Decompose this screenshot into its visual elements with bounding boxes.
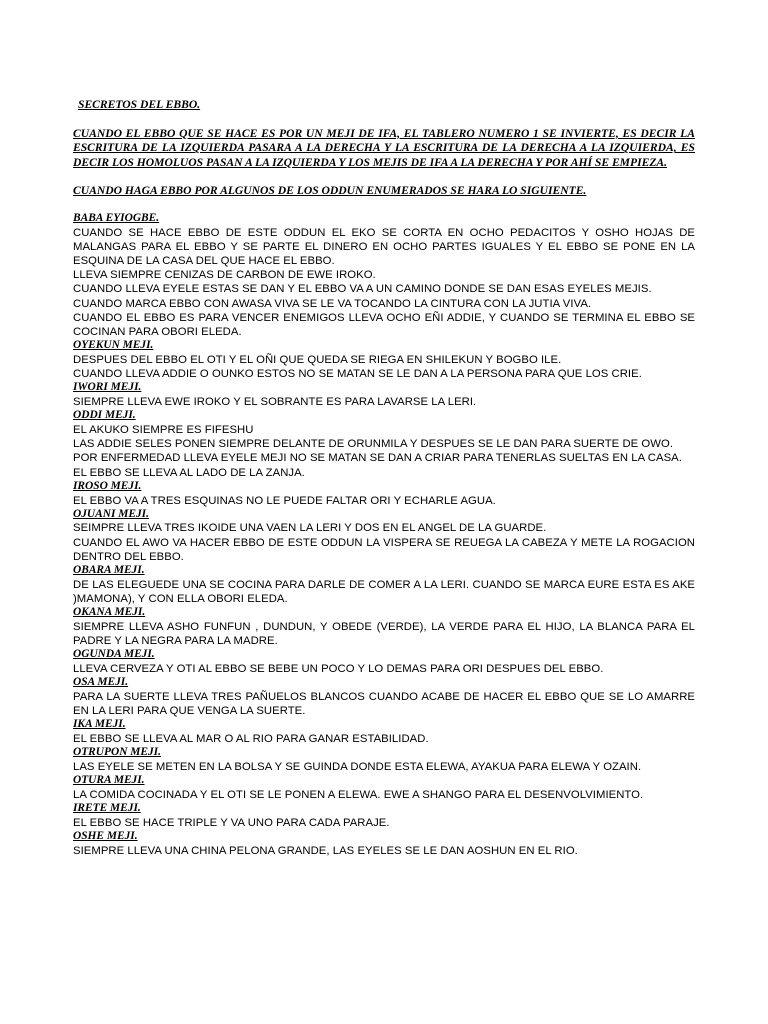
section-paragraph: CUANDO MARCA EBBO CON AWASA VIVA SE LE VA TOCANDO LA CINTURA CON LA JUTIA VIVA. — [73, 297, 592, 310]
section-heading: IROSO MEJI. — [73, 479, 142, 492]
section-heading: OTRUPON MEJI. — [73, 746, 161, 759]
intro-paragraph-1: CUANDO EL EBBO QUE SE HACE ES POR UN MEJI DE IFA, EL TABLERO NUMERO 1 SE INVIERTE, ES DECIR LA ESCRITURA DE LA IZQUIERDA PASARA A LA DERECHA Y LA ESCRITURA DE LA DERECHA A LA IZQUIERDA, ES DECIR LOS HOMOLUOS PASAN A LA IZQUIERDA Y LOS MEJIS DE IFA A LA DERECHA Y POR AHÍ SE EMPIEZA. — [73, 126, 695, 169]
section-heading: OYEKUN MEJI. — [73, 339, 154, 352]
section-paragraph: EL EBBO SE LLEVA AL LADO DE LA ZANJA. — [73, 466, 305, 479]
section-paragraph: CUANDO LLEVA EYELE ESTAS SE DAN Y EL EBBO VA A UN CAMINO DONDE SE DAN ESAS EYELES MEJIS. — [73, 283, 652, 296]
section — [73, 676, 695, 718]
section — [73, 480, 695, 508]
section-paragraph: PARA LA SUERTE LLEVA TRES PAÑUELOS BLANCOS CUANDO ACABE DE HACER EL EBBO QUE SE LO AMARRE EN LA LERI PARA QUE VENGA LA SUERTE. — [73, 690, 695, 718]
section-paragraph: CUANDO EL AWO VA HACER EBBO DE ESTE ODDUN LA VISPERA SE REUEGA LA CABEZA Y METE LA ROGACION DENTRO DEL EBBO. — [73, 536, 695, 563]
section — [73, 339, 695, 381]
section-paragraph: EL AKUKO SIEMPRE ES FIFESHU — [73, 424, 254, 437]
document-page — [73, 98, 695, 858]
section-paragraph: LLEVA SIEMPRE CENIZAS DE CARBON DE EWE IROKO. — [73, 269, 376, 282]
section-paragraph: EL EBBO SE LLEVA AL MAR O AL RIO PARA GANAR ESTABILIDAD. — [73, 732, 429, 745]
section-heading: OSA MEJI. — [73, 676, 129, 689]
section-paragraph: LLEVA CERVEZA Y OTI AL EBBO SE BEBE UN POCO Y LO DEMAS PARA ORI DESPUES DEL EBBO. — [73, 662, 604, 675]
section — [73, 802, 695, 830]
sections-list — [73, 212, 695, 858]
section-heading: ODDI MEJI. — [73, 409, 136, 422]
section — [73, 648, 695, 676]
section — [73, 381, 695, 409]
section-heading: OTURA MEJI. — [73, 774, 145, 787]
section-paragraph: LAS ADDIE SELES PONEN SIEMPRE DELANTE DE ORUNMILA Y DESPUES SE LE DAN PARA SUERTE DE OWO. — [73, 438, 674, 451]
section-paragraph: LA COMIDA COCINADA Y EL OTI SE LE PONEN A ELEWA. EWE A SHANGO PARA EL DESENVOLVIMIENTO. — [73, 788, 644, 801]
section — [73, 606, 695, 648]
section-heading: IRETE MEJI. — [73, 802, 141, 814]
section-heading: OGUNDA MEJI. — [73, 648, 155, 661]
section-heading: BABA EYIOGBE. — [73, 211, 160, 224]
section-paragraph: CUANDO SE HACE EBBO DE ESTE ODDUN EL EKO SE CORTA EN OCHO PEDACITOS Y OSHO HOJAS DE MALANGAS PARA EL EBBO Y SE PARTE EL DINERO EN OCHO PARTES IGUALES Y EL EBBO SE PONE EN LA ESQUINA DE LA CASA DEL QUE HACE EL EBBO. — [73, 226, 695, 268]
section-paragraph: SIEMPRE LLEVA UNA CHINA PELONA GRANDE, LAS EYELES SE LE DAN AOSHUN EN EL RIO. — [73, 844, 578, 857]
section-paragraph: EL EBBO VA A TRES ESQUINAS NO LE PUEDE FALTAR ORI Y ECHARLE AGUA. — [73, 494, 496, 507]
section — [73, 409, 695, 480]
section-paragraph: SEIMPRE LLEVA TRES IKOIDE UNA VAEN LA LERI Y DOS EN EL ANGEL DE LA GUARDE. — [73, 522, 547, 535]
section-heading: IWORI MEJI. — [73, 381, 142, 394]
section-paragraph: CUANDO LLEVA ADDIE O OUNKO ESTOS NO SE MATAN SE LE DAN A LA PERSONA PARA QUE LOS CRIE. — [73, 368, 642, 381]
section-paragraph: LAS EYELE SE METEN EN LA BOLSA Y SE GUINDA DONDE ESTA ELEWA, AYAKUA PARA ELEWA Y OZAIN. — [73, 760, 642, 773]
section — [73, 508, 695, 564]
section-heading: OBARA MEJI. — [73, 564, 145, 577]
document-title: SECRETOS DEL EBBO. — [78, 98, 201, 111]
section-paragraph: SIEMPRE LLEVA ASHO FUNFUN , DUNDUN, Y OBEDE (VERDE), LA VERDE PARA EL HIJO, LA BLANCA PARA EL PADRE Y LA NEGRA PARA LA MADRE. — [73, 620, 695, 648]
section-heading: OJUANI MEJI. — [73, 507, 149, 520]
section-paragraph: POR ENFERMEDAD LLEVA EYELE MEJI NO SE MATAN SE DAN A CRIAR PARA TENERLAS SUELTAS EN LA CASA. — [73, 452, 682, 465]
section-paragraph: CUANDO EL EBBO ES PARA VENCER ENEMIGOS LLEVA OCHO EÑI ADDIE, Y CUANDO SE TERMINA EL EBBO SE COCINAN PARA OBORI ELEDA. — [73, 311, 695, 339]
section — [73, 774, 695, 802]
section-paragraph: SIEMPRE LLEVA EWE IROKO Y EL SOBRANTE ES PARA LAVARSE LA LERI. — [73, 396, 477, 409]
section-heading: OSHE MEJI. — [73, 829, 138, 842]
section-paragraph: DE LAS ELEGUEDE UNA SE COCINA PARA DARLE DE COMER A LA LERI. CUANDO SE MARCA EURE ESTA ES AKE )MAMONA), Y CON ELLA OBORI ELEDA. — [73, 578, 695, 605]
section — [73, 564, 695, 606]
section — [73, 212, 695, 339]
section — [73, 830, 695, 858]
section-paragraph: EL EBBO SE HACE TRIPLE Y VA UNO PARA CADA PARAJE. — [73, 816, 390, 829]
section-heading: IKA MEJI. — [73, 718, 126, 731]
section — [73, 718, 695, 746]
section-paragraph: DESPUES DEL EBBO EL OTI Y EL OÑI QUE QUEDA SE RIEGA EN SHILEKUN Y BOGBO ILE. — [73, 354, 562, 366]
section — [73, 746, 695, 774]
section-heading: OKANA MEJI. — [73, 606, 146, 619]
intro-paragraph-2: CUANDO HAGA EBBO POR ALGUNOS DE LOS ODDUN ENUMERADOS SE HARA LO SIGUIENTE. — [73, 184, 587, 198]
